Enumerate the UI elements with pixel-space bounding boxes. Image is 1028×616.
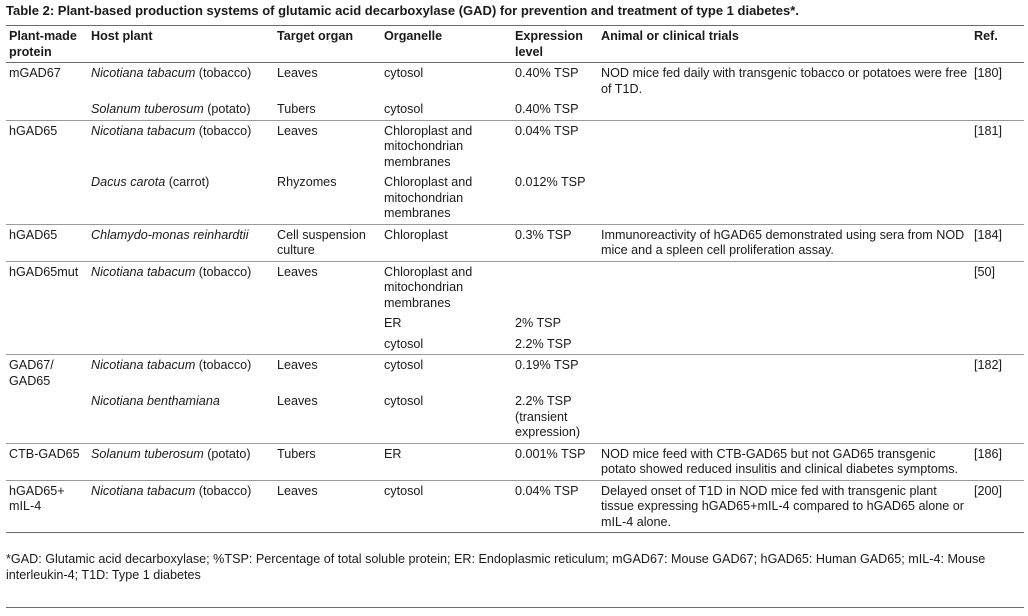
cell-trials [598,99,971,120]
table-footnote: *GAD: Glutamic acid decarboxylase; %TSP: Percentage of total soluble protein; ER: Endoplasmic reticulum; mGAD67: Mouse GAD67; hGAD65: Human GAD65; mIL-4: Mouse interleukin-4; T1D: Type 1 diabetes [6,552,986,582]
cell-protein [6,313,88,334]
table-row [6,120,1024,172]
table-row [6,480,1024,533]
cell-ref [971,313,1024,334]
cell-organ: Leaves [274,355,381,392]
table-caption: Table 2: Plant-based production systems of glutamic acid decarboxylase (GAD) for prevention and treatment of type 1 diabetes*. [6,3,799,18]
cell-protein: hGAD65mut [6,261,88,313]
cell-organelle: Chloroplast and mitochondrian membranes [384,175,473,220]
cell-expression: 0.04% TSP [512,480,598,533]
cell-trials [598,313,971,334]
host-species: Nicotiana benthamiana [91,394,220,408]
host-species: Nicotiana tabacum [91,264,196,279]
cell-trials [598,391,971,443]
host-common: (potato) [203,102,251,116]
table-row [6,99,1024,120]
cell-ref: [182] [971,355,1024,392]
host-common: (tobacco) [195,123,252,138]
table-row [6,63,1024,100]
cell-trials [598,120,971,172]
cell-organ: Leaves [277,394,318,408]
host-common: (tobacco) [195,358,252,372]
host-species: Nicotiana tabacum [91,483,196,498]
header-ref: Ref. [971,26,1024,63]
cell-expression: 0.19% TSP [512,355,598,392]
cell-expression: 0.012% TSP [515,175,586,189]
host-species: Nicotiana tabacum [91,358,196,372]
host-species: Solanum tuberosum [91,102,204,116]
cell-protein: CTB-GAD65 [6,443,88,480]
header-host: Host plant [88,26,274,63]
header-protein: Plant-made protein [6,26,88,63]
cell-protein [6,391,88,443]
cell-organelle: ER [381,443,512,480]
cell-protein [6,99,88,120]
cell-organelle: Chloroplast [381,224,512,261]
header-organelle: Organelle [381,26,512,63]
cell-organelle: cytosol [384,394,424,408]
cell-trials [598,355,971,392]
cell-expression: 2% TSP [515,316,561,330]
cell-protein [6,172,88,224]
cell-ref: [181] [971,120,1024,172]
bottom-rule [6,607,1024,608]
header-expression: Expression level [512,26,598,63]
cell-trials: NOD mice feed with CTB-GAD65 but not GAD65 transgenic potato showed reduced insulitis and clinical diabetes symptoms. [598,443,971,480]
cell-host [88,443,274,480]
cell-host [88,334,274,355]
cell-organ [274,334,381,355]
cell-expression: 0.001% TSP [512,443,598,480]
cell-host [88,391,274,443]
host-species: Chlamydo-monas reinhardtii [91,227,249,242]
cell-protein: hGAD65 [6,224,88,261]
cell-trials: Delayed onset of T1D in NOD mice fed with transgenic plant tissue expressing hGAD65+mIL-4 compared to hGAD65 alone or mIL-4 alone. [598,480,971,533]
cell-host [88,172,274,224]
cell-protein: mGAD67 [6,63,88,100]
cell-expression [512,261,598,313]
cell-host [88,355,274,392]
host-species: Nicotiana tabacum [91,66,196,80]
host-species: Dacus carota [91,175,166,189]
cell-organelle: Chloroplast and mitochondrian membranes [381,120,512,172]
host-common: (tobacco) [195,66,252,80]
gad-production-table [6,25,1024,533]
cell-trials: NOD mice fed daily with transgenic tobacco or potatoes were free of T1D. [598,63,971,100]
host-common: (tobacco) [195,264,252,279]
cell-organ: Leaves [274,120,381,172]
cell-organelle: cytosol [381,355,512,392]
cell-protein: GAD67/ GAD65 [6,355,88,392]
cell-expression: 0.40% TSP [512,63,598,100]
table-row [6,224,1024,261]
cell-trials: Immunoreactivity of hGAD65 demonstrated using sera from NOD mice and a spleen cell proliferation assay. [598,224,971,261]
cell-organ: Tubers [274,443,381,480]
header-row [6,26,1024,63]
host-common: (carrot) [165,175,210,189]
host-species: Nicotiana tabacum [91,123,196,138]
cell-organ: Leaves [274,480,381,533]
cell-protein: hGAD65+ mIL-4 [6,480,88,533]
host-common: (tobacco) [195,483,252,498]
table-row [6,443,1024,480]
cell-organ [274,313,381,334]
cell-organelle: cytosol [384,336,424,351]
table-row [6,391,1024,443]
cell-organelle: cytosol [381,480,512,533]
cell-ref: [186] [971,443,1024,480]
cell-host [88,261,274,313]
cell-organ: Leaves [274,261,381,313]
cell-ref [971,391,1024,443]
cell-trials [598,261,971,313]
cell-ref: [184] [971,224,1024,261]
cell-ref: [180] [971,63,1024,100]
cell-protein: hGAD65 [6,120,88,172]
cell-host [88,120,274,172]
table-row [6,261,1024,313]
header-trials: Animal or clinical trials [598,26,971,63]
cell-protein [6,334,88,355]
cell-expression: 2.2% TSP (transient expression) [515,394,581,439]
cell-host [88,63,274,100]
cell-ref: [50] [971,261,1024,313]
cell-ref [971,172,1024,224]
cell-expression: 2.2% TSP [515,336,572,351]
cell-organelle: Chloroplast and mitochondrian membranes [381,261,512,313]
cell-host [88,480,274,533]
cell-ref: [200] [971,480,1024,533]
cell-ref [971,99,1024,120]
header-organ: Target organ [274,26,381,63]
cell-expression: 0.04% TSP [512,120,598,172]
cell-organ: Rhyzomes [277,175,337,189]
cell-organ: Cell suspension culture [274,224,381,261]
cell-trials [598,172,971,224]
cell-host [88,313,274,334]
cell-organ: Leaves [274,63,381,100]
table-row [6,313,1024,334]
cell-expression: 0.40% TSP [515,102,579,116]
cell-organelle: ER [384,316,402,330]
host-species: Solanum tuberosum [91,446,204,461]
cell-organ: Tubers [277,102,316,116]
cell-host [88,224,274,261]
table-row [6,334,1024,355]
cell-expression: 0.3% TSP [512,224,598,261]
host-common: (potato) [203,446,251,461]
cell-organelle: cytosol [384,102,424,116]
cell-ref [971,334,1024,355]
table-row [6,355,1024,392]
cell-organelle: cytosol [381,63,512,100]
cell-host [88,99,274,120]
cell-trials [598,334,971,355]
table-row [6,172,1024,224]
